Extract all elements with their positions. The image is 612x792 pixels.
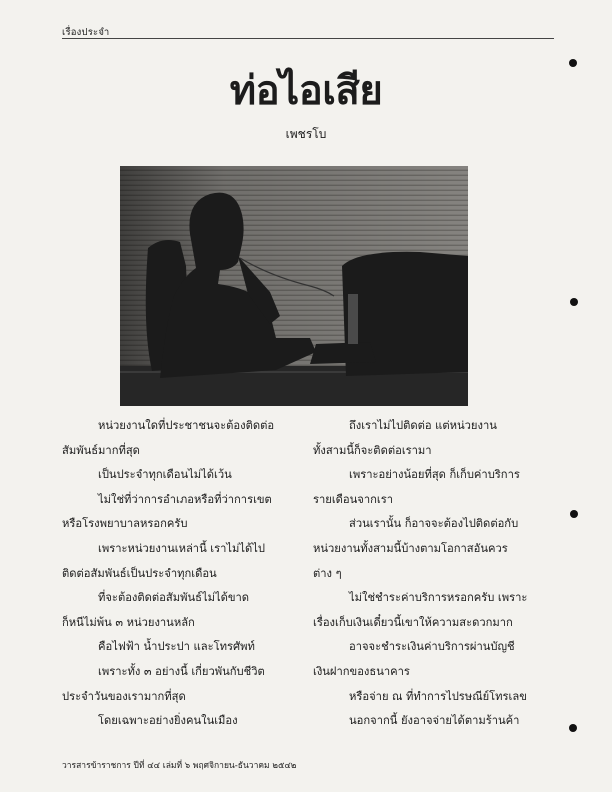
paragraph-line: หรือจ่าย ณ ที่ทำการไปรษณีย์โทรเลข xyxy=(349,689,527,703)
page-footer: วารสารข้าราชการ ปีที่ ๔๔ เล่มที่ ๖ พฤศจิกายน-ธันวาคม ๒๕๔๒ xyxy=(62,761,297,771)
binder-hole-mark xyxy=(570,298,578,306)
paragraph-line: ไม่ใช่ชำระค่าบริการหรอกครับ เพราะ xyxy=(349,591,528,605)
paragraph-line: เรื่องเก็บเงินเดี๋ยวนี้เขาให้ความสะดวกมาก xyxy=(313,615,513,629)
paragraph-line: ถึงเราไม่ไปติดต่อ แต่หน่วยงาน xyxy=(349,419,497,432)
paragraph-line: เพราะทั้ง ๓ อย่างนี้ เกี่ยวพันกับชีวิต xyxy=(98,664,265,678)
paragraph-line: สัมพันธ์มากที่สุด xyxy=(62,443,140,457)
article-title: ท่อไอเสีย xyxy=(229,68,383,114)
binder-hole-mark xyxy=(569,59,577,67)
body-column-left xyxy=(62,414,292,734)
paragraph-line: เพราะหน่วยงานเหล่านี้ เราไม่ได้ไป xyxy=(98,541,266,555)
paragraph-line: ประจำวันของเรามากที่สุด xyxy=(62,689,186,703)
paragraph-line: นอกจากนี้ ยังอาจจ่ายได้ตามร้านค้า xyxy=(349,714,520,728)
article-photo xyxy=(120,166,468,406)
paragraph-line: ส่วนเรานั้น ก็อาจจะต้องไปติดต่อกับ xyxy=(349,517,519,531)
paragraph-line: ที่จะต้องติดต่อสัมพันธ์ไม่ได้ขาด xyxy=(98,591,250,605)
section-label: เรื่องประจำ xyxy=(62,27,110,38)
paragraph-line: เพราะอย่างน้อยที่สุด ก็เก็บค่าบริการ xyxy=(349,468,520,482)
paragraph-line: หรือโรงพยาบาลหรอกครับ xyxy=(62,517,188,531)
paragraph-line: หน่วยงานทั้งสามนี้บ้างตามโอกาสอันควร xyxy=(313,541,508,555)
paragraph-line: ทั้งสามนี้ก็จะติดต่อเรามา xyxy=(313,443,432,457)
paragraph-line: คือไฟฟ้า น้ำประปา และโทรศัพท์ xyxy=(98,640,255,654)
paragraph-line: อาจจะชำระเงินค่าบริการผ่านบัญชี xyxy=(349,640,515,654)
paragraph-line: เงินฝากของธนาคาร xyxy=(313,664,410,678)
body-column-right xyxy=(313,414,545,734)
paragraph-line: ติดต่อสัมพันธ์เป็นประจำทุกเดือน xyxy=(62,566,217,580)
header-rule xyxy=(62,38,554,39)
paragraph-line: โดยเฉพาะอย่างยิ่งคนในเมือง xyxy=(98,714,238,728)
binder-hole-mark xyxy=(570,510,578,518)
paragraph-line: เป็นประจำทุกเดือนไม่ได้เว้น xyxy=(98,468,232,482)
paragraph-line: หน่วยงานใดที่ประชาชนจะต้องติดต่อ xyxy=(98,419,275,432)
article-author: เพชรโบ xyxy=(285,127,327,141)
binder-hole-mark xyxy=(569,724,577,732)
paragraph-line: รายเดือนจากเรา xyxy=(313,492,394,506)
paragraph-line: ก็หนีไม่พ้น ๓ หน่วยงานหลัก xyxy=(62,615,195,629)
paragraph-line: ไม่ใช่ที่ว่าการอำเภอหรือที่ว่าการเขต xyxy=(98,492,272,506)
paragraph-line: ต่าง ๆ xyxy=(313,566,342,580)
